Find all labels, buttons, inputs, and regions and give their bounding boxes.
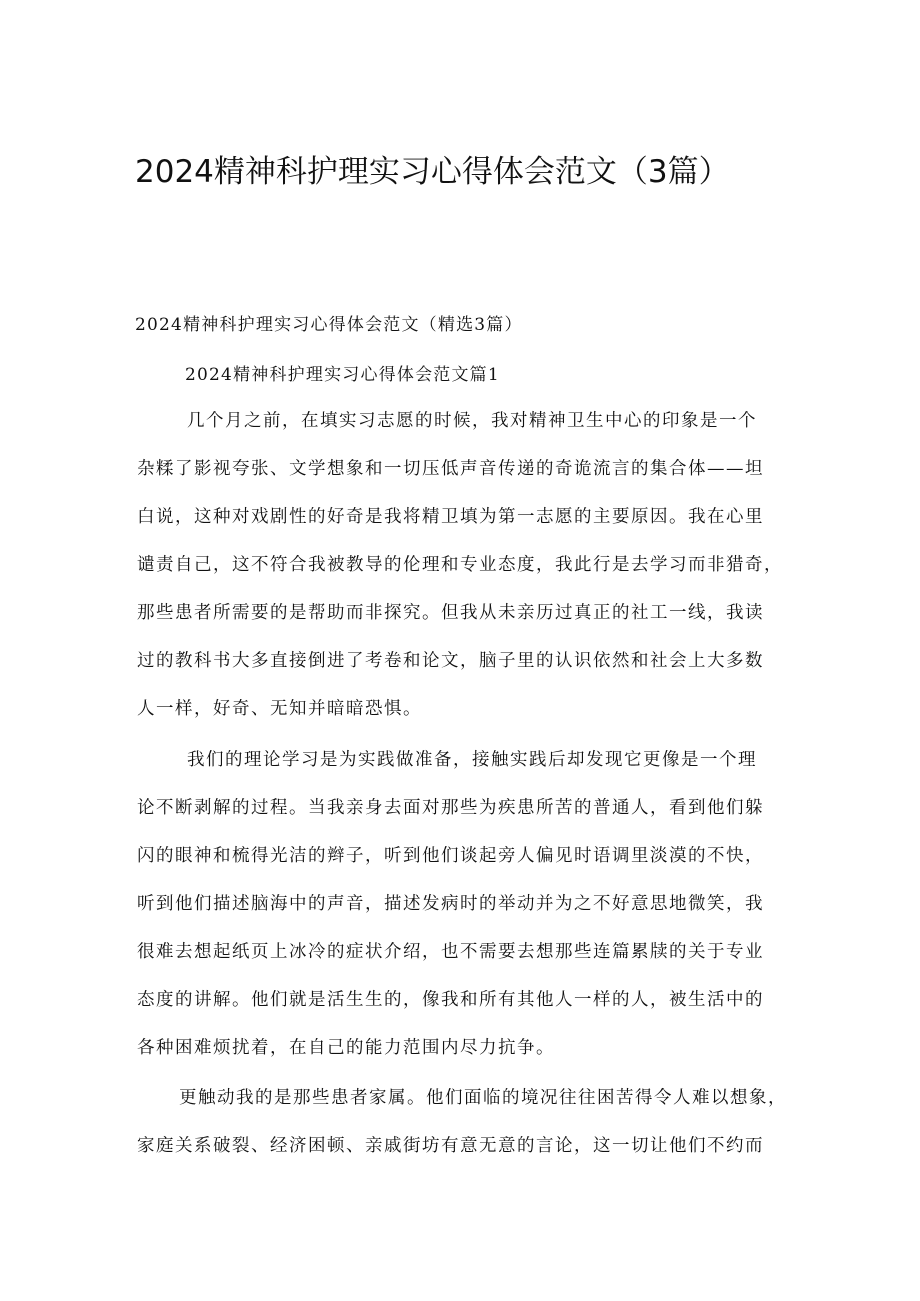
- paragraph-line: 几个月之前，在填实习志愿的时候，我对精神卫生中心的印象是一个: [187, 411, 757, 431]
- paragraph-line: 各种困难烦扰着，在自己的能力范围内尽力抗争。: [137, 1038, 555, 1058]
- paragraph-1: [137, 397, 799, 733]
- paragraph-line: 人一样，好奇、无知并暗暗恐惧。: [137, 699, 422, 719]
- paragraph-line: 更触动我的是那些患者家属。他们面临的境况往往困苦得令人难以想象，: [179, 1088, 787, 1108]
- paragraph-line: 很难去想起纸页上冰冷的症状介绍，也不需要去想那些连篇累牍的关于专业: [137, 942, 764, 962]
- paragraph-line: 论不断剥解的过程。当我亲身去面对那些为疾患所苦的普通人，看到他们躲: [137, 798, 764, 818]
- paragraph-line: 听到他们描述脑海中的声音，描述发病时的举动并为之不好意思地微笑，我: [137, 894, 764, 914]
- section-heading: 2024精神科护理实习心得体会范文篇1: [185, 365, 500, 385]
- paragraph-line: 过的教科书大多直接倒进了考卷和论文，脑子里的认识依然和社会上大多数: [137, 651, 764, 671]
- document-subtitle: 2024精神科护理实习心得体会范文（精选3篇）: [135, 315, 523, 335]
- paragraph-line: 白说，这种对戏剧性的好奇是我将精卫填为第一志愿的主要原因。我在心里: [137, 507, 764, 527]
- paragraph-line: 谴责自己，这不符合我被教导的伦理和专业态度，我此行是去学习而非猎奇，: [137, 555, 783, 575]
- paragraph-line: 闪的眼神和梳得光洁的辫子，听到他们谈起旁人偏见时语调里淡漠的不快，: [137, 846, 764, 866]
- paragraph-3: [137, 1074, 799, 1170]
- document-title: 2024精神科护理实习心得体会范文（3篇）: [135, 154, 730, 190]
- paragraph-2: [137, 736, 799, 1072]
- paragraph-line: 家庭关系破裂、经济困顿、亲戚街坊有意无意的言论，这一切让他们不约而: [137, 1136, 764, 1156]
- paragraph-line: 态度的讲解。他们就是活生生的，像我和所有其他人一样的人，被生活中的: [137, 990, 764, 1010]
- paragraph-line: 杂糅了影视夸张、文学想象和一切压低声音传递的奇诡流言的集合体——坦: [137, 459, 764, 479]
- paragraph-line: 那些患者所需要的是帮助而非探究。但我从未亲历过真正的社工一线，我读: [137, 603, 764, 623]
- paragraph-line: 我们的理论学习是为实践做准备，接触实践后却发现它更像是一个理: [187, 750, 757, 770]
